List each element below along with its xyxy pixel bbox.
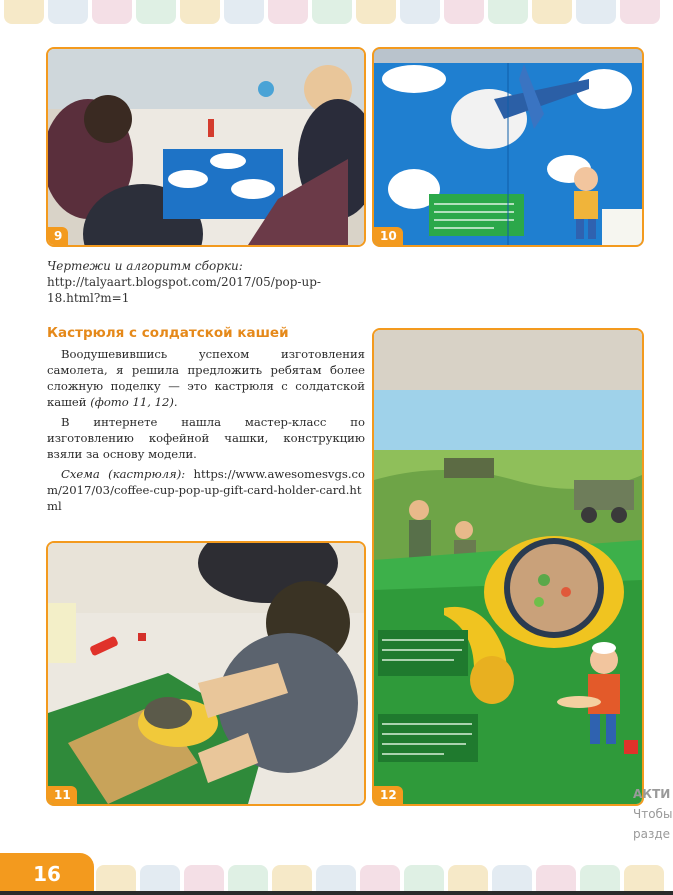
section-heading: Кастрюля с солдатской кашей <box>47 325 289 341</box>
paragraph-2: В интернете нашла мастер-класс по изготовлению кофейной чашки, конструкцию взяли за основу модели. <box>47 415 365 461</box>
tile <box>268 0 308 24</box>
photo-11-image <box>48 543 364 804</box>
tile <box>356 0 396 24</box>
fragment-line: Чтобы <box>633 807 673 821</box>
tile <box>536 865 576 891</box>
scheme-link[interactable]: https://www.awesomesvgs.com/2017/03/coffee-cup-pop-up-gift-card-holder-card.html <box>47 467 365 513</box>
tile <box>180 0 220 24</box>
photo-number: 9 <box>48 227 68 245</box>
photo-12-image <box>374 330 642 804</box>
paragraph-1-text: Воодушевившись успехом изготовления самолета, я решила предложить ребятам более сложную поделку — это кастрюля с солдатской кашей <box>47 347 365 409</box>
photo-10 <box>372 47 644 247</box>
photo-12 <box>372 328 644 806</box>
tile <box>444 0 484 24</box>
tile <box>92 0 132 24</box>
photo-9 <box>46 47 366 247</box>
tile <box>48 0 88 24</box>
tile <box>580 865 620 891</box>
photo-9-image <box>48 49 364 245</box>
tile <box>400 0 440 24</box>
tile <box>228 865 268 891</box>
caption-link[interactable]: http://talyaart.blogspot.com/2017/05/pop-up-18.html?m=1 <box>47 275 321 305</box>
tile <box>316 865 356 891</box>
tile <box>360 865 400 891</box>
fragment-line: разде <box>633 827 671 841</box>
tile <box>312 0 352 24</box>
tile <box>404 865 444 891</box>
tile <box>532 0 572 24</box>
photo-caption <box>47 258 367 306</box>
decorative-tile-strip-top <box>0 0 673 28</box>
tile <box>140 865 180 891</box>
tile <box>624 865 664 891</box>
decorative-tile-strip-bottom <box>96 865 673 891</box>
tile <box>492 865 532 891</box>
tile <box>488 0 528 24</box>
photo-11 <box>46 541 366 806</box>
caption-label: Чертежи и алгоритм сборки: <box>47 259 243 273</box>
photo-10-image <box>374 49 642 245</box>
fragment-line: АКТИ <box>633 787 671 801</box>
paragraph-1 <box>47 346 365 410</box>
section-body <box>47 346 365 514</box>
photo-number: 12 <box>374 786 403 804</box>
next-column-fragment <box>633 784 673 844</box>
tile <box>448 865 488 891</box>
tile <box>184 865 224 891</box>
tile <box>96 865 136 891</box>
photo-number: 11 <box>48 786 77 804</box>
tile <box>4 0 44 24</box>
tile <box>272 865 312 891</box>
paragraph-1-ref: (фото 11, 12). <box>90 395 178 409</box>
tile <box>620 0 660 24</box>
tile <box>224 0 264 24</box>
tile <box>136 0 176 24</box>
scheme-label: Схема (кастрюля): <box>61 467 186 481</box>
bottom-rule <box>0 891 673 895</box>
paragraph-3 <box>47 466 365 514</box>
photo-number: 10 <box>374 227 403 245</box>
tile <box>576 0 616 24</box>
page-number: 16 <box>0 853 94 895</box>
